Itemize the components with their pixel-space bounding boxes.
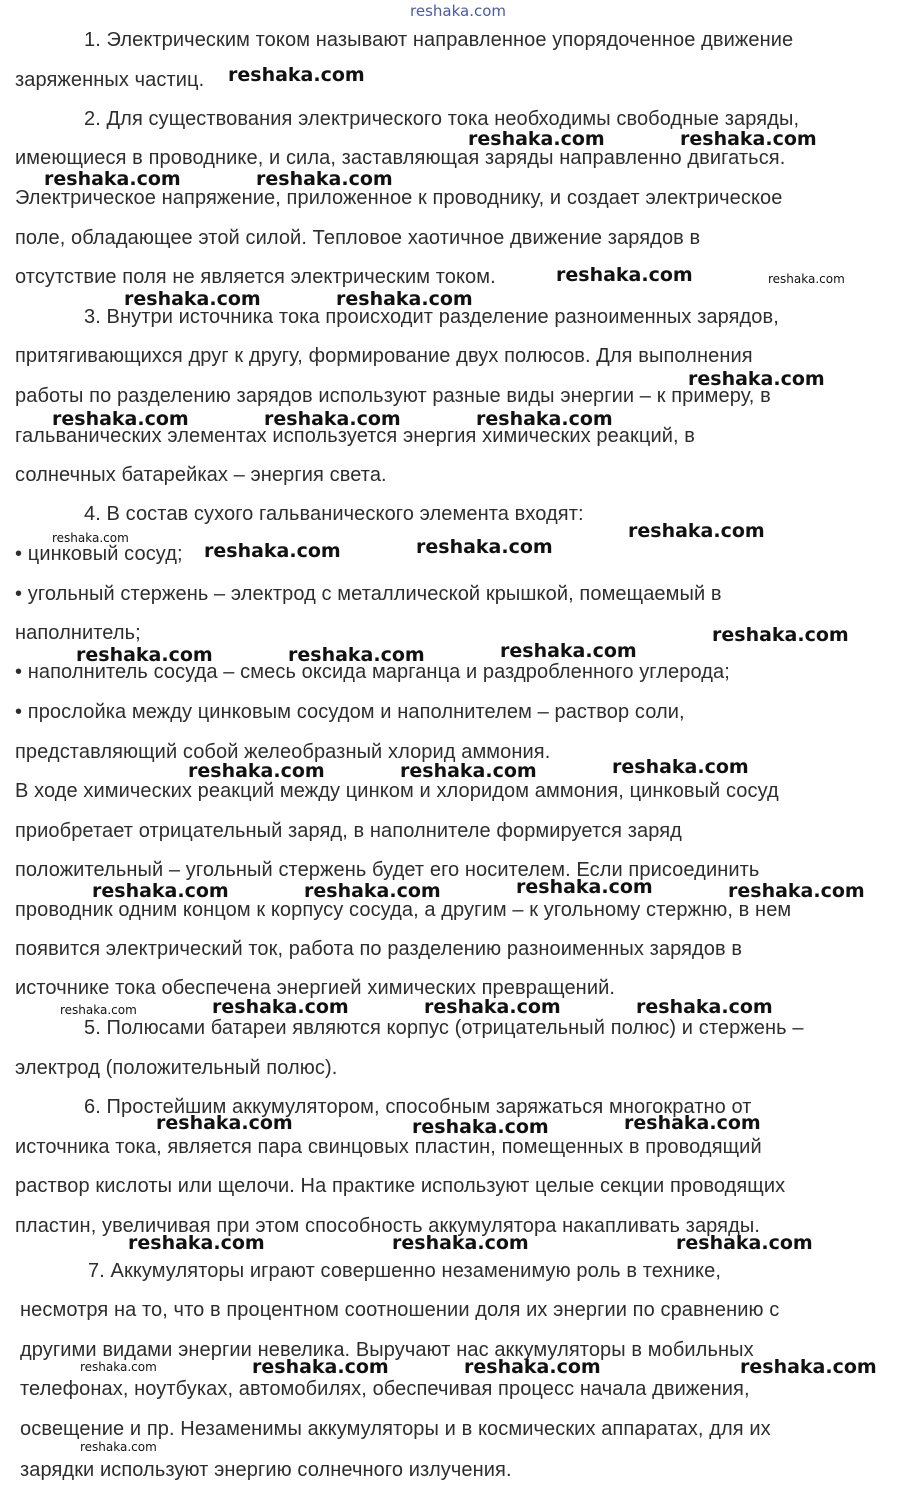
watermark: reshaka.com [636,996,773,1018]
watermark: reshaka.com [80,1360,157,1374]
watermark: reshaka.com [500,640,637,662]
watermark: reshaka.com [60,1003,137,1017]
watermark: reshaka.com [264,408,401,430]
watermark: reshaka.com [624,1112,761,1134]
paragraph-3-line: солнечных батарейках – энергия света. [15,464,387,486]
watermark: reshaka.com [424,996,561,1018]
watermark: reshaka.com [476,408,613,430]
watermark: reshaka.com [204,540,341,562]
watermark: reshaka.com [92,880,229,902]
watermark: reshaka.com [464,1356,601,1378]
paragraph-7-line: освещение и пр. Незаменимы аккумуляторы и в космических аппаратах, для их [20,1418,771,1440]
paragraph-2-line: поле, обладающее этой силой. Тепловое хаотичное движение зарядов в [15,227,701,249]
list-item: • угольный стержень – электрод с металлической крышкой, помещаемый в [15,583,722,605]
watermark: reshaka.com [468,128,605,150]
paragraph-6-line: пластин, увеличивая при этом способность аккумулятора накапливать заряды. [15,1215,761,1237]
watermark: reshaka.com [688,368,825,390]
watermark: reshaka.com [412,1116,549,1138]
paragraph-3-line: работы по разделению зарядов используют разные виды энергии – к примеру, в [15,385,771,407]
paragraph-2-line: 2. Для существования электрического тока необходимы свободные заряды, [84,108,800,130]
paragraph-4-line: 4. В состав сухого гальванического элемента входят: [84,503,584,525]
watermark: reshaka.com [76,644,213,666]
watermark: reshaka.com [304,880,441,902]
list-item: • наполнитель сосуда – смесь оксида марганца и раздробленного углерода; [15,661,730,683]
paragraph-7-line: зарядки используют энергию солнечного излучения. [20,1459,512,1481]
paragraph-4b-line: источнике тока обеспечена энергией химических превращений. [15,977,616,999]
watermark: reshaka.com [712,624,849,646]
watermark: reshaka.com [44,168,181,190]
watermark: reshaka.com [400,760,537,782]
watermark: reshaka.com [228,64,365,86]
paragraph-2-line: имеющиеся в проводнике, и сила, заставляющая заряды направленно двигаться. [15,147,786,169]
paragraph-7-line: телефонах, ноутбуках, автомобилях, обеспечивая процесс начала движения, [20,1378,750,1400]
paragraph-6-line: раствор кислоты или щелочи. На практике используют целые секции проводящих [15,1175,786,1197]
watermark: reshaka.com [556,264,693,286]
watermark: reshaka.com [252,1356,389,1378]
watermark: reshaka.com [124,288,261,310]
list-item: наполнитель; [15,622,141,644]
watermark: reshaka.com [676,1232,813,1254]
paragraph-4b-line: В ходе химических реакций между цинком и хлоридом аммония, цинковый сосуд [15,780,779,802]
watermark: reshaka.com [416,536,553,558]
paragraph-6-line: источника тока, является пара свинцовых пластин, помещенных в проводящий [15,1136,762,1158]
paragraph-3-line: притягивающихся друг к другу, формирование двух полюсов. Для выполнения [15,345,753,367]
paragraph-4b-line: приобретает отрицательный заряд, в наполнителе формируется заряд [15,820,682,842]
paragraph-4b-line: проводник одним концом к корпусу сосуда, а другим – к угольному стержню, в нем [15,899,792,921]
paragraph-2-line: отсутствие поля не является электрическим током. [15,266,496,288]
list-item: представляющий собой желеобразный хлорид аммония. [15,741,551,763]
watermark: reshaka.com [288,644,425,666]
watermark: reshaka.com [52,531,129,545]
watermark: reshaka.com [52,408,189,430]
watermark: reshaka.com [768,272,845,286]
paragraph-1-line: заряженных частиц. [15,69,205,91]
watermark: reshaka.com [740,1356,877,1378]
watermark: reshaka.com [336,288,473,310]
watermark: reshaka.com [516,876,653,898]
paragraph-3-line: гальванических элементах используется энергия химических реакций, в [15,425,696,447]
watermark: reshaka.com [128,1232,265,1254]
paragraph-7-line: несмотря на то, что в процентном соотношении доля их энергии по сравнению с [20,1299,780,1321]
paragraph-5-line: 5. Полюсами батареи являются корпус (отрицательный полюс) и стержень – [84,1017,804,1039]
watermark: reshaka.com [728,880,865,902]
watermark: reshaka.com [188,760,325,782]
paragraph-1-line: 1. Электрическим током называют направленное упорядоченное движение [84,29,794,51]
watermark: reshaka.com [680,128,817,150]
watermark: reshaka.com [612,756,749,778]
watermark: reshaka.com [392,1232,529,1254]
watermark: reshaka.com [80,1440,157,1454]
paragraph-6-line: 6. Простейшим аккумулятором, способным заряжаться многократно от [84,1096,752,1118]
paragraph-2-line: Электрическое напряжение, приложенное к проводнику, и создает электрическое [15,187,783,209]
site-header-watermark[interactable]: reshaka.com [410,2,506,20]
watermark: reshaka.com [156,1112,293,1134]
watermark: reshaka.com [212,996,349,1018]
paragraph-7-line: 7. Аккумуляторы играют совершенно незаменимую роль в технике, [88,1260,722,1282]
list-item: • цинковый сосуд; [15,543,183,565]
watermark: reshaka.com [256,168,393,190]
paragraph-4b-line: появится электрический ток, работа по разделению разноименных зарядов в [15,938,743,960]
watermark: reshaka.com [628,520,765,542]
paragraph-3-line: 3. Внутри источника тока происходит разделение разноименных зарядов, [84,306,779,328]
paragraph-7-line: другими видами энергии невелика. Выручают нас аккумуляторы в мобильных [20,1339,754,1361]
paragraph-5-line: электрод (положительный полюс). [15,1057,338,1079]
paragraph-4b-line: положительный – угольный стержень будет его носителем. Если присоединить [15,859,760,881]
list-item: • прослойка между цинковым сосудом и наполнителем – раствор соли, [15,701,685,723]
